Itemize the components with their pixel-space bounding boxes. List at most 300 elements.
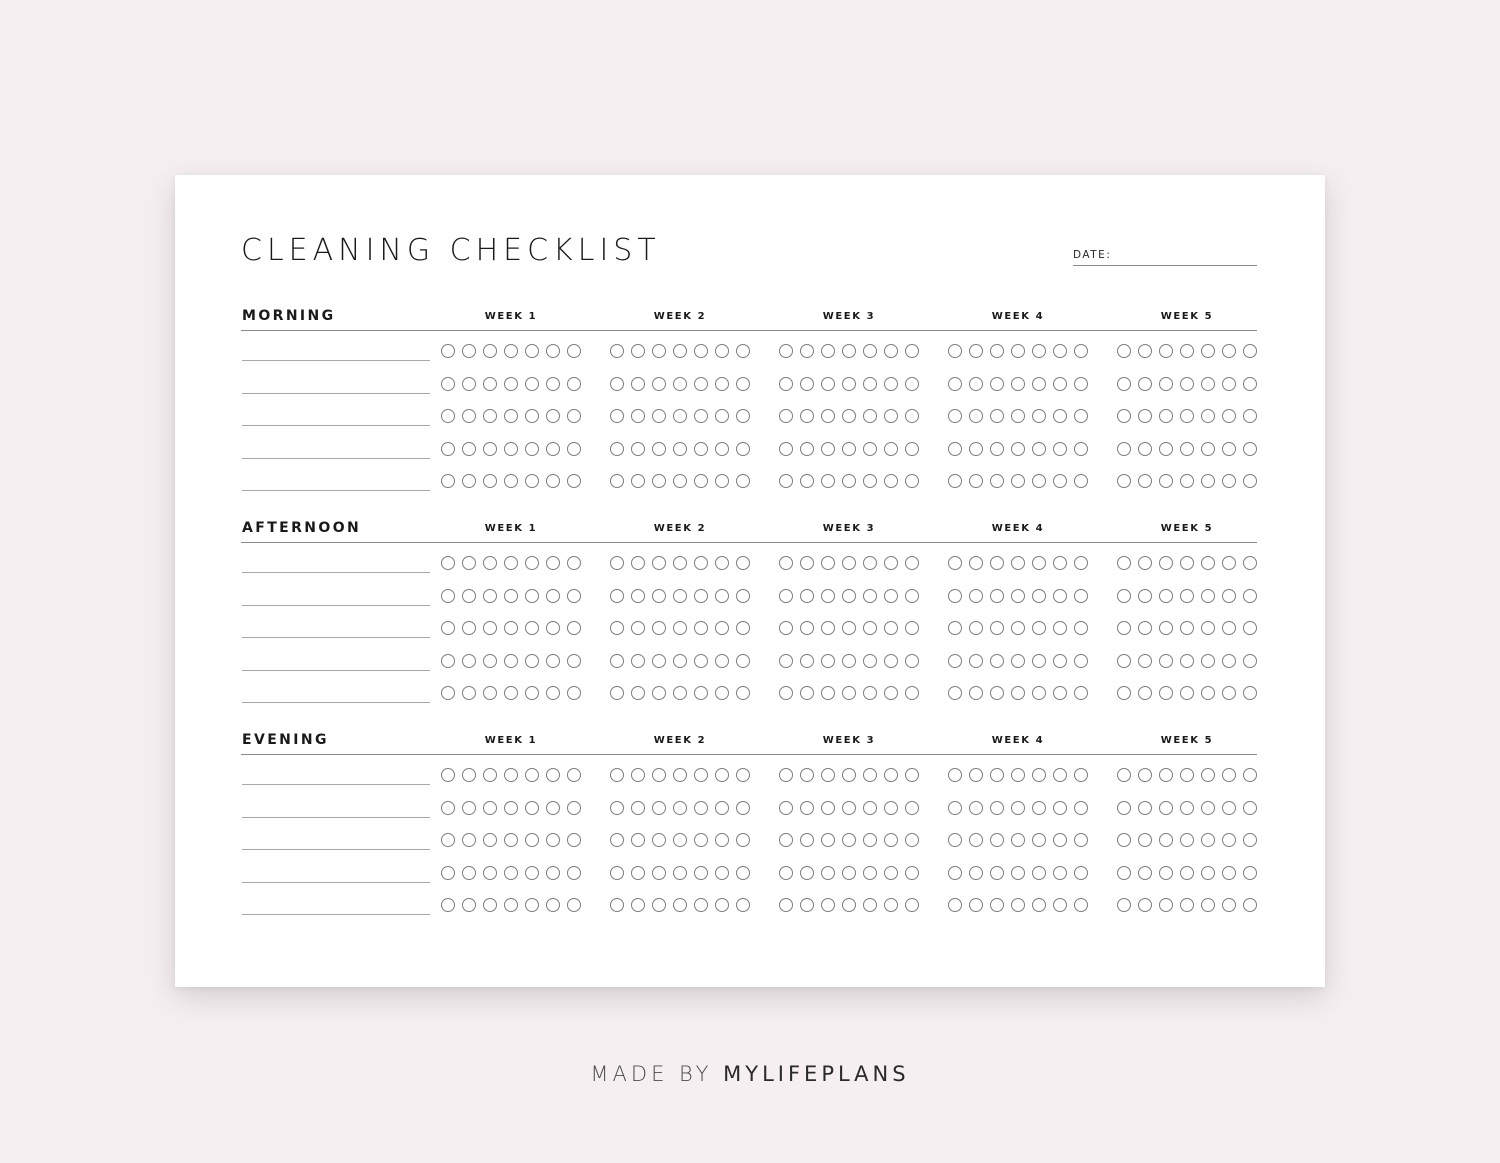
checkbox-circle[interactable] [694,556,708,570]
checkbox-circle[interactable] [736,833,750,847]
checkbox-circle[interactable] [1159,442,1173,456]
checkbox-circle[interactable] [1180,377,1194,391]
checkbox-circle[interactable] [821,801,835,815]
checkbox-circle[interactable] [1117,654,1131,668]
checkbox-circle[interactable] [610,621,624,635]
checkbox-circle[interactable] [1180,833,1194,847]
checkbox-circle[interactable] [525,344,539,358]
checkbox-circle[interactable] [863,474,877,488]
checkbox-circle[interactable] [483,589,497,603]
task-name-line[interactable] [242,882,430,883]
checkbox-circle[interactable] [673,898,687,912]
checkbox-circle[interactable] [673,801,687,815]
checkbox-circle[interactable] [736,377,750,391]
checkbox-circle[interactable] [715,556,729,570]
checkbox-circle[interactable] [1201,898,1215,912]
checkbox-circle[interactable] [1201,409,1215,423]
checkbox-circle[interactable] [715,442,729,456]
checkbox-circle[interactable] [567,442,581,456]
checkbox-circle[interactable] [842,768,856,782]
checkbox-circle[interactable] [504,768,518,782]
checkbox-circle[interactable] [842,409,856,423]
checkbox-circle[interactable] [1117,556,1131,570]
checkbox-circle[interactable] [990,621,1004,635]
checkbox-circle[interactable] [462,768,476,782]
checkbox-circle[interactable] [842,801,856,815]
checkbox-circle[interactable] [1222,654,1236,668]
checkbox-circle[interactable] [441,344,455,358]
checkbox-circle[interactable] [884,801,898,815]
checkbox-circle[interactable] [1138,409,1152,423]
checkbox-circle[interactable] [1243,344,1257,358]
checkbox-circle[interactable] [800,768,814,782]
checkbox-circle[interactable] [1053,654,1067,668]
checkbox-circle[interactable] [863,621,877,635]
checkbox-circle[interactable] [1243,866,1257,880]
checkbox-circle[interactable] [525,654,539,668]
checkbox-circle[interactable] [863,556,877,570]
checkbox-circle[interactable] [842,833,856,847]
checkbox-circle[interactable] [504,409,518,423]
checkbox-circle[interactable] [821,621,835,635]
checkbox-circle[interactable] [969,474,983,488]
checkbox-circle[interactable] [800,654,814,668]
checkbox-circle[interactable] [462,686,476,700]
checkbox-circle[interactable] [905,768,919,782]
checkbox-circle[interactable] [504,898,518,912]
checkbox-circle[interactable] [821,442,835,456]
checkbox-circle[interactable] [884,768,898,782]
checkbox-circle[interactable] [1117,833,1131,847]
checkbox-circle[interactable] [652,801,666,815]
checkbox-circle[interactable] [1117,686,1131,700]
checkbox-circle[interactable] [715,589,729,603]
checkbox-circle[interactable] [905,621,919,635]
checkbox-circle[interactable] [1138,344,1152,358]
checkbox-circle[interactable] [1074,589,1088,603]
checkbox-circle[interactable] [1138,898,1152,912]
checkbox-circle[interactable] [504,833,518,847]
checkbox-circle[interactable] [948,377,962,391]
checkbox-circle[interactable] [694,589,708,603]
checkbox-circle[interactable] [1138,866,1152,880]
checkbox-circle[interactable] [1222,686,1236,700]
checkbox-circle[interactable] [462,833,476,847]
checkbox-circle[interactable] [779,866,793,880]
checkbox-circle[interactable] [863,409,877,423]
checkbox-circle[interactable] [990,801,1004,815]
checkbox-circle[interactable] [736,344,750,358]
checkbox-circle[interactable] [1053,556,1067,570]
checkbox-circle[interactable] [694,442,708,456]
checkbox-circle[interactable] [504,686,518,700]
checkbox-circle[interactable] [1243,768,1257,782]
checkbox-circle[interactable] [567,474,581,488]
checkbox-circle[interactable] [441,801,455,815]
checkbox-circle[interactable] [1011,768,1025,782]
checkbox-circle[interactable] [525,556,539,570]
checkbox-circle[interactable] [821,556,835,570]
checkbox-circle[interactable] [1138,442,1152,456]
checkbox-circle[interactable] [441,621,455,635]
checkbox-circle[interactable] [948,442,962,456]
checkbox-circle[interactable] [1138,474,1152,488]
checkbox-circle[interactable] [483,474,497,488]
checkbox-circle[interactable] [610,344,624,358]
checkbox-circle[interactable] [1053,474,1067,488]
checkbox-circle[interactable] [715,474,729,488]
checkbox-circle[interactable] [821,866,835,880]
checkbox-circle[interactable] [1074,654,1088,668]
checkbox-circle[interactable] [1138,654,1152,668]
checkbox-circle[interactable] [483,442,497,456]
checkbox-circle[interactable] [736,898,750,912]
checkbox-circle[interactable] [863,686,877,700]
checkbox-circle[interactable] [1243,556,1257,570]
checkbox-circle[interactable] [610,556,624,570]
checkbox-circle[interactable] [1222,833,1236,847]
checkbox-circle[interactable] [1243,377,1257,391]
checkbox-circle[interactable] [483,377,497,391]
checkbox-circle[interactable] [483,654,497,668]
checkbox-circle[interactable] [462,344,476,358]
checkbox-circle[interactable] [567,654,581,668]
checkbox-circle[interactable] [694,686,708,700]
checkbox-circle[interactable] [504,621,518,635]
checkbox-circle[interactable] [1180,898,1194,912]
checkbox-circle[interactable] [1159,833,1173,847]
checkbox-circle[interactable] [1222,621,1236,635]
checkbox-circle[interactable] [1032,833,1046,847]
checkbox-circle[interactable] [736,801,750,815]
checkbox-circle[interactable] [1138,556,1152,570]
task-name-line[interactable] [242,670,430,671]
checkbox-circle[interactable] [969,768,983,782]
task-name-line[interactable] [242,360,430,361]
checkbox-circle[interactable] [546,801,560,815]
checkbox-circle[interactable] [1201,686,1215,700]
checkbox-circle[interactable] [1159,898,1173,912]
checkbox-circle[interactable] [842,654,856,668]
checkbox-circle[interactable] [1117,344,1131,358]
checkbox-circle[interactable] [631,768,645,782]
task-name-line[interactable] [242,817,430,818]
checkbox-circle[interactable] [842,474,856,488]
checkbox-circle[interactable] [525,768,539,782]
checkbox-circle[interactable] [1222,409,1236,423]
checkbox-circle[interactable] [1222,377,1236,391]
checkbox-circle[interactable] [483,768,497,782]
checkbox-circle[interactable] [652,556,666,570]
checkbox-circle[interactable] [863,833,877,847]
checkbox-circle[interactable] [1074,621,1088,635]
checkbox-circle[interactable] [694,801,708,815]
checkbox-circle[interactable] [1159,556,1173,570]
checkbox-circle[interactable] [905,442,919,456]
checkbox-circle[interactable] [1201,377,1215,391]
checkbox-circle[interactable] [969,898,983,912]
checkbox-circle[interactable] [821,377,835,391]
checkbox-circle[interactable] [1011,589,1025,603]
checkbox-circle[interactable] [694,377,708,391]
checkbox-circle[interactable] [1032,344,1046,358]
checkbox-circle[interactable] [884,686,898,700]
checkbox-circle[interactable] [441,768,455,782]
checkbox-circle[interactable] [736,686,750,700]
checkbox-circle[interactable] [1159,654,1173,668]
checkbox-circle[interactable] [1201,801,1215,815]
checkbox-circle[interactable] [525,866,539,880]
checkbox-circle[interactable] [1201,654,1215,668]
checkbox-circle[interactable] [1011,474,1025,488]
checkbox-circle[interactable] [1011,344,1025,358]
checkbox-circle[interactable] [567,589,581,603]
checkbox-circle[interactable] [1159,409,1173,423]
checkbox-circle[interactable] [1117,589,1131,603]
checkbox-circle[interactable] [610,801,624,815]
checkbox-circle[interactable] [990,768,1004,782]
checkbox-circle[interactable] [736,621,750,635]
checkbox-circle[interactable] [567,409,581,423]
checkbox-circle[interactable] [1222,768,1236,782]
checkbox-circle[interactable] [1180,768,1194,782]
checkbox-circle[interactable] [652,621,666,635]
checkbox-circle[interactable] [1053,833,1067,847]
checkbox-circle[interactable] [462,409,476,423]
checkbox-circle[interactable] [1074,866,1088,880]
checkbox-circle[interactable] [821,686,835,700]
checkbox-circle[interactable] [546,409,560,423]
checkbox-circle[interactable] [905,409,919,423]
checkbox-circle[interactable] [673,833,687,847]
checkbox-circle[interactable] [863,589,877,603]
checkbox-circle[interactable] [567,768,581,782]
checkbox-circle[interactable] [1117,768,1131,782]
checkbox-circle[interactable] [1138,686,1152,700]
checkbox-circle[interactable] [1222,442,1236,456]
checkbox-circle[interactable] [1138,768,1152,782]
checkbox-circle[interactable] [969,866,983,880]
checkbox-circle[interactable] [800,833,814,847]
checkbox-circle[interactable] [1201,556,1215,570]
checkbox-circle[interactable] [567,801,581,815]
checkbox-circle[interactable] [694,898,708,912]
task-name-line[interactable] [242,637,430,638]
checkbox-circle[interactable] [1011,654,1025,668]
checkbox-circle[interactable] [1180,866,1194,880]
task-name-line[interactable] [242,490,430,491]
checkbox-circle[interactable] [969,556,983,570]
checkbox-circle[interactable] [715,654,729,668]
checkbox-circle[interactable] [990,442,1004,456]
checkbox-circle[interactable] [525,621,539,635]
checkbox-circle[interactable] [483,556,497,570]
checkbox-circle[interactable] [884,556,898,570]
checkbox-circle[interactable] [1011,409,1025,423]
checkbox-circle[interactable] [1138,621,1152,635]
checkbox-circle[interactable] [736,654,750,668]
checkbox-circle[interactable] [483,344,497,358]
checkbox-circle[interactable] [779,442,793,456]
checkbox-circle[interactable] [842,621,856,635]
checkbox-circle[interactable] [483,898,497,912]
checkbox-circle[interactable] [821,898,835,912]
checkbox-circle[interactable] [1159,866,1173,880]
checkbox-circle[interactable] [694,768,708,782]
checkbox-circle[interactable] [800,621,814,635]
checkbox-circle[interactable] [969,654,983,668]
checkbox-circle[interactable] [441,866,455,880]
checkbox-circle[interactable] [546,589,560,603]
checkbox-circle[interactable] [821,344,835,358]
checkbox-circle[interactable] [821,768,835,782]
checkbox-circle[interactable] [884,474,898,488]
checkbox-circle[interactable] [800,556,814,570]
checkbox-circle[interactable] [1201,621,1215,635]
checkbox-circle[interactable] [1222,801,1236,815]
checkbox-circle[interactable] [462,866,476,880]
checkbox-circle[interactable] [441,556,455,570]
checkbox-circle[interactable] [1032,589,1046,603]
checkbox-circle[interactable] [1117,377,1131,391]
checkbox-circle[interactable] [842,686,856,700]
checkbox-circle[interactable] [1053,801,1067,815]
checkbox-circle[interactable] [1053,377,1067,391]
checkbox-circle[interactable] [863,866,877,880]
checkbox-circle[interactable] [779,474,793,488]
checkbox-circle[interactable] [863,377,877,391]
checkbox-circle[interactable] [652,898,666,912]
checkbox-circle[interactable] [969,409,983,423]
checkbox-circle[interactable] [673,589,687,603]
checkbox-circle[interactable] [483,801,497,815]
checkbox-circle[interactable] [715,686,729,700]
checkbox-circle[interactable] [567,866,581,880]
checkbox-circle[interactable] [948,768,962,782]
checkbox-circle[interactable] [842,898,856,912]
checkbox-circle[interactable] [673,654,687,668]
checkbox-circle[interactable] [1117,409,1131,423]
checkbox-circle[interactable] [990,589,1004,603]
checkbox-circle[interactable] [525,377,539,391]
checkbox-circle[interactable] [610,898,624,912]
checkbox-circle[interactable] [1138,801,1152,815]
checkbox-circle[interactable] [990,898,1004,912]
checkbox-circle[interactable] [969,442,983,456]
checkbox-circle[interactable] [610,409,624,423]
checkbox-circle[interactable] [483,621,497,635]
checkbox-circle[interactable] [441,409,455,423]
checkbox-circle[interactable] [969,589,983,603]
checkbox-circle[interactable] [1201,344,1215,358]
checkbox-circle[interactable] [842,589,856,603]
checkbox-circle[interactable] [1201,474,1215,488]
checkbox-circle[interactable] [546,621,560,635]
checkbox-circle[interactable] [441,474,455,488]
checkbox-circle[interactable] [652,654,666,668]
checkbox-circle[interactable] [1011,377,1025,391]
checkbox-circle[interactable] [779,377,793,391]
checkbox-circle[interactable] [441,377,455,391]
checkbox-circle[interactable] [694,621,708,635]
task-name-line[interactable] [242,458,430,459]
checkbox-circle[interactable] [631,833,645,847]
checkbox-circle[interactable] [1074,833,1088,847]
checkbox-circle[interactable] [800,589,814,603]
checkbox-circle[interactable] [1117,866,1131,880]
checkbox-circle[interactable] [694,409,708,423]
checkbox-circle[interactable] [462,621,476,635]
checkbox-circle[interactable] [441,654,455,668]
checkbox-circle[interactable] [1053,344,1067,358]
checkbox-circle[interactable] [715,377,729,391]
checkbox-circle[interactable] [631,344,645,358]
checkbox-circle[interactable] [1159,768,1173,782]
checkbox-circle[interactable] [969,377,983,391]
task-name-line[interactable] [242,425,430,426]
checkbox-circle[interactable] [905,866,919,880]
checkbox-circle[interactable] [800,801,814,815]
checkbox-circle[interactable] [1032,898,1046,912]
checkbox-circle[interactable] [779,556,793,570]
checkbox-circle[interactable] [736,474,750,488]
checkbox-circle[interactable] [546,556,560,570]
checkbox-circle[interactable] [779,833,793,847]
checkbox-circle[interactable] [462,801,476,815]
checkbox-circle[interactable] [948,474,962,488]
checkbox-circle[interactable] [462,898,476,912]
checkbox-circle[interactable] [800,442,814,456]
checkbox-circle[interactable] [990,654,1004,668]
checkbox-circle[interactable] [483,409,497,423]
checkbox-circle[interactable] [652,833,666,847]
checkbox-circle[interactable] [462,442,476,456]
checkbox-circle[interactable] [1243,442,1257,456]
checkbox-circle[interactable] [821,833,835,847]
checkbox-circle[interactable] [652,344,666,358]
checkbox-circle[interactable] [948,866,962,880]
checkbox-circle[interactable] [990,686,1004,700]
checkbox-circle[interactable] [990,409,1004,423]
checkbox-circle[interactable] [673,474,687,488]
checkbox-circle[interactable] [462,556,476,570]
checkbox-circle[interactable] [631,898,645,912]
checkbox-circle[interactable] [1243,801,1257,815]
checkbox-circle[interactable] [948,654,962,668]
checkbox-circle[interactable] [948,556,962,570]
checkbox-circle[interactable] [1011,866,1025,880]
checkbox-circle[interactable] [441,833,455,847]
checkbox-circle[interactable] [948,589,962,603]
checkbox-circle[interactable] [652,442,666,456]
checkbox-circle[interactable] [567,621,581,635]
checkbox-circle[interactable] [1243,474,1257,488]
checkbox-circle[interactable] [631,621,645,635]
checkbox-circle[interactable] [1222,344,1236,358]
checkbox-circle[interactable] [863,654,877,668]
checkbox-circle[interactable] [1011,442,1025,456]
checkbox-circle[interactable] [525,801,539,815]
checkbox-circle[interactable] [1032,654,1046,668]
checkbox-circle[interactable] [525,409,539,423]
checkbox-circle[interactable] [948,409,962,423]
checkbox-circle[interactable] [1180,344,1194,358]
checkbox-circle[interactable] [610,654,624,668]
checkbox-circle[interactable] [905,377,919,391]
task-name-line[interactable] [242,784,430,785]
checkbox-circle[interactable] [631,556,645,570]
checkbox-circle[interactable] [673,621,687,635]
